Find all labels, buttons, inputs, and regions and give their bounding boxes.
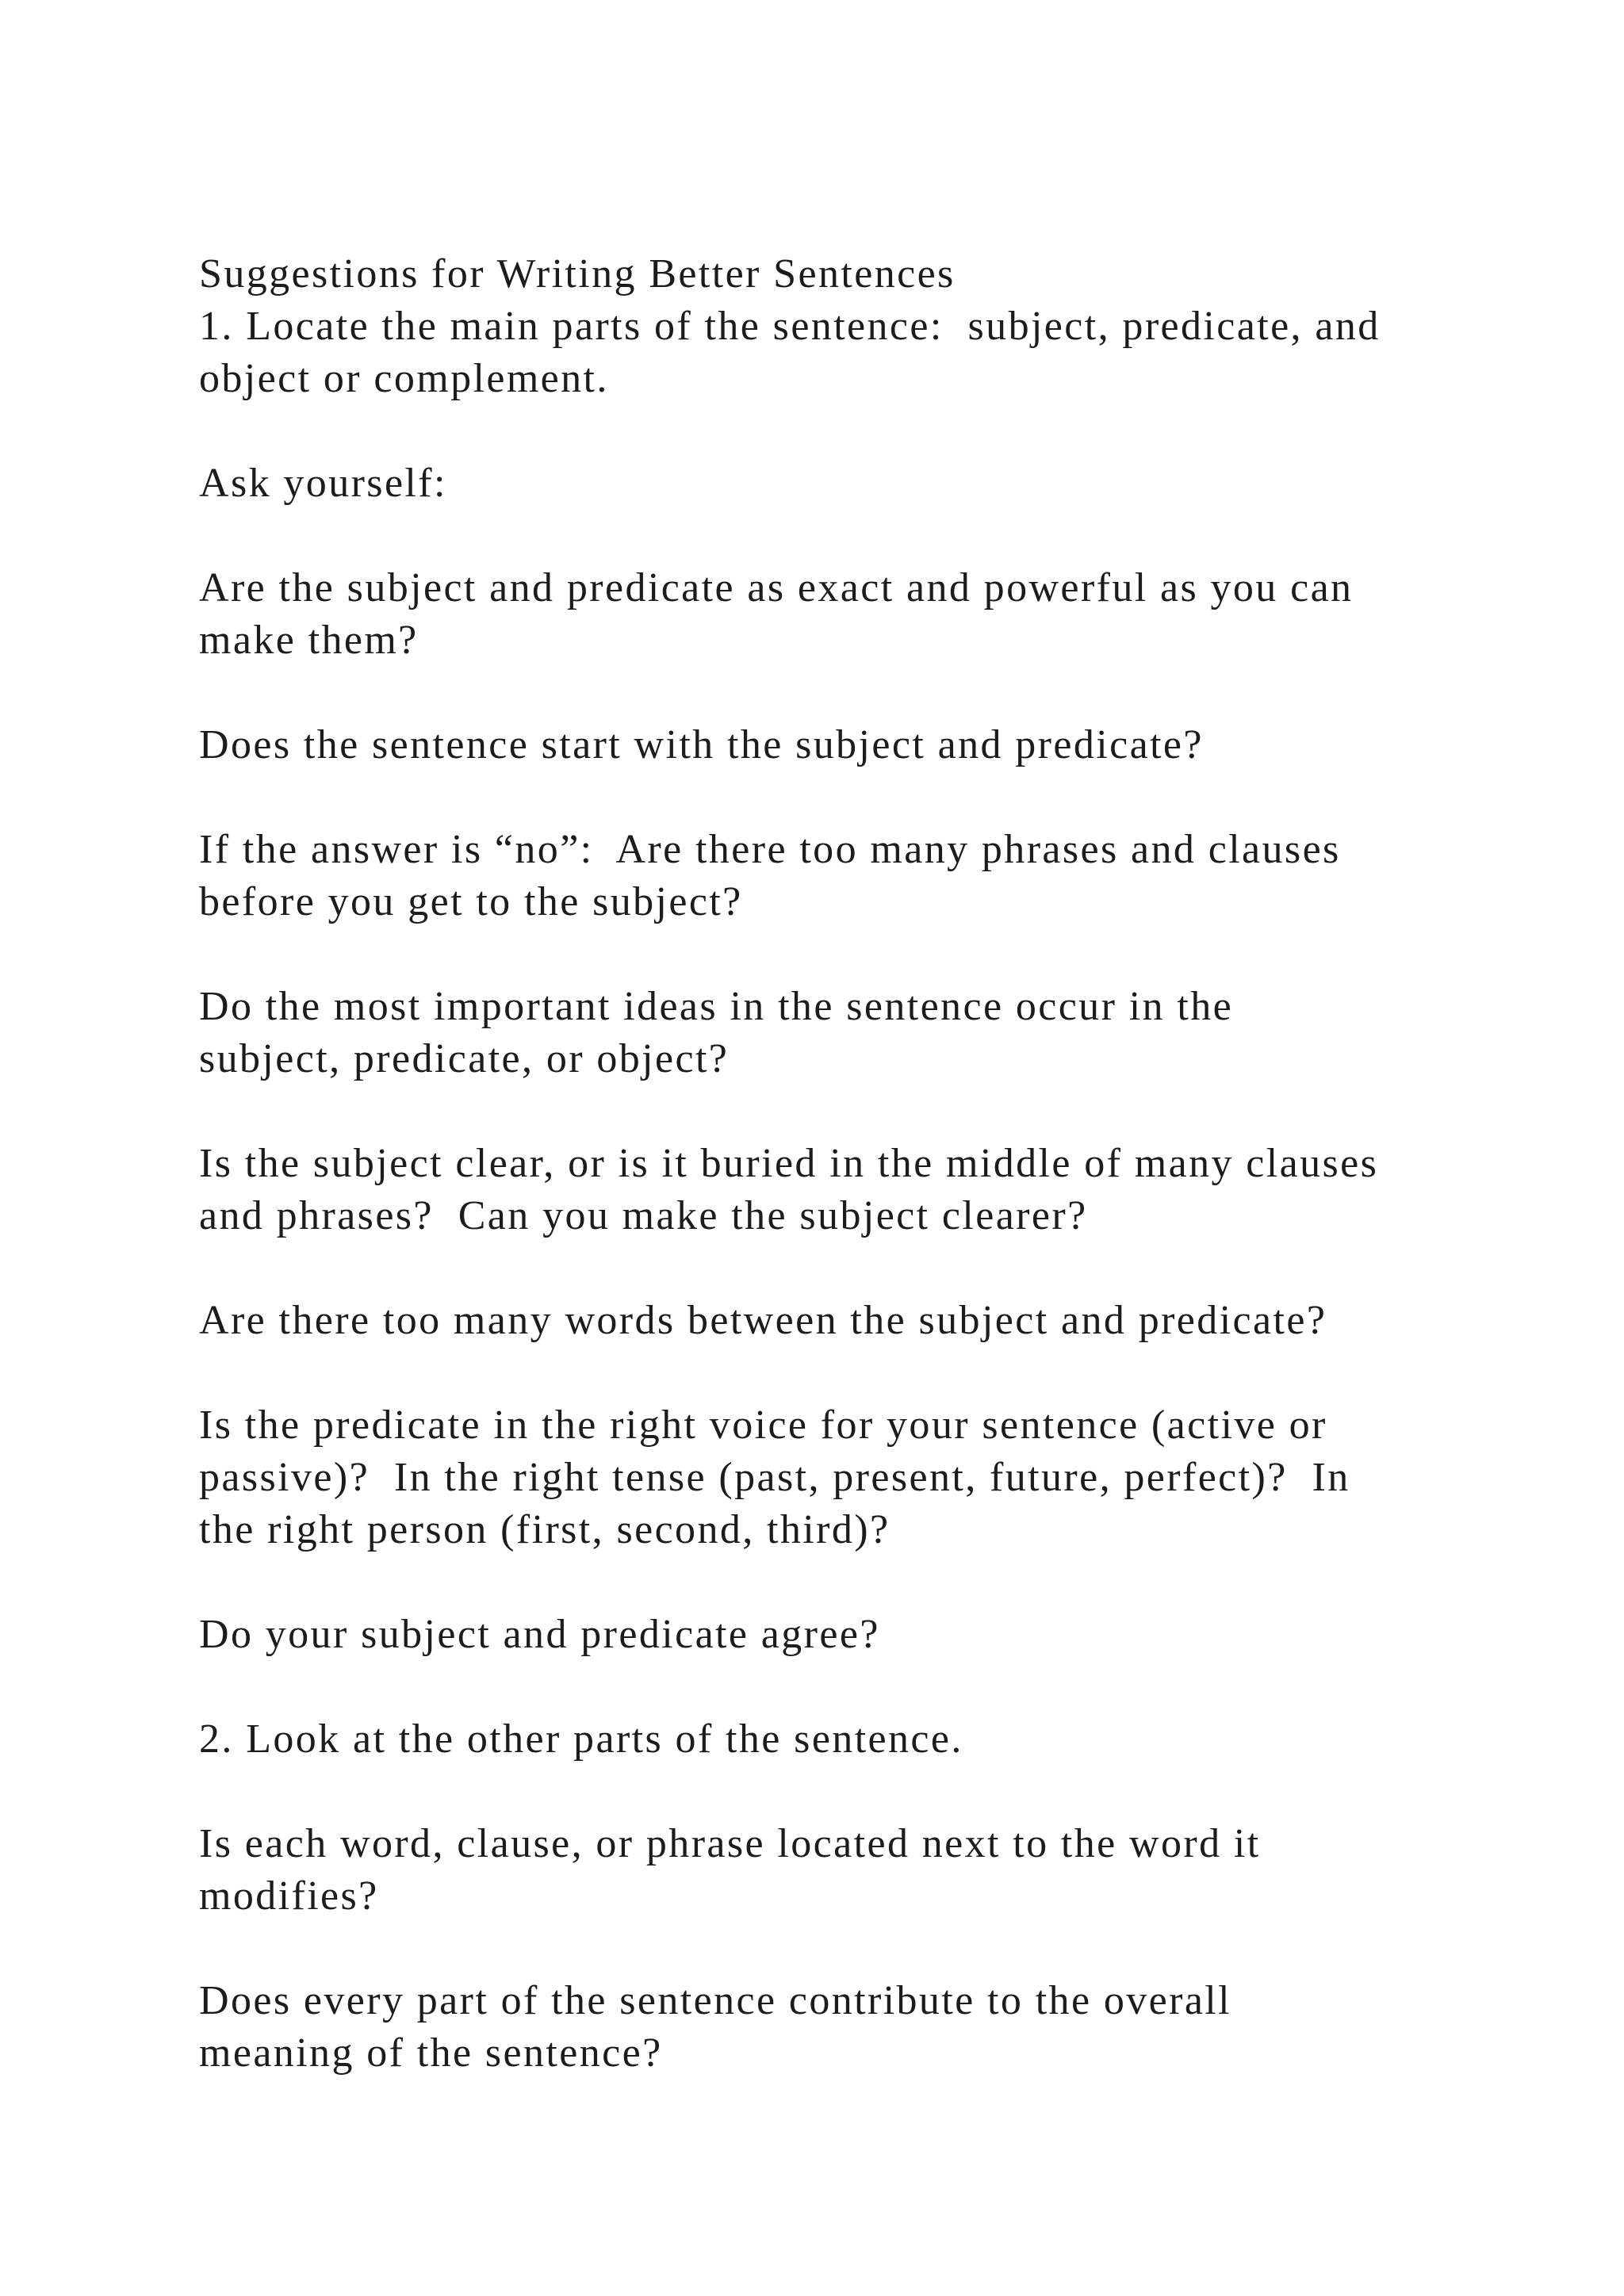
section-1-heading-line-2: object or complement. — [199, 356, 609, 401]
section-2-question-1-line-2: modifies? — [199, 1873, 379, 1919]
question-3-line-2: before you get to the subject? — [199, 879, 743, 924]
document-title: Suggestions for Writing Better Sentences — [199, 251, 956, 297]
question-2: Does the sentence start with the subject and predicate? — [199, 722, 1204, 767]
question-7-line-1: Is the predicate in the right voice for your sentence (active or — [199, 1402, 1327, 1448]
question-5-line-1: Is the subject clear, or is it buried in the middle of many clauses — [199, 1141, 1379, 1186]
section-2-question-2-line-1: Does every part of the sentence contribute to the overall — [199, 1978, 1232, 2023]
section-2-question-1-line-1: Is each word, clause, or phrase located next to the word it — [199, 1821, 1261, 1866]
ask-yourself-prompt: Ask yourself: — [199, 461, 447, 506]
question-6: Are there too many words between the subject and predicate? — [199, 1298, 1327, 1343]
question-3-line-1: If the answer is “no”: Are there too many phrases and clauses — [199, 827, 1341, 872]
section-1-heading-line-1: 1. Locate the main parts of the sentence: subject, predicate, and — [199, 304, 1381, 349]
question-4-line-1: Do the most important ideas in the sentence occur in the — [199, 984, 1234, 1029]
question-8: Do your subject and predicate agree? — [199, 1612, 880, 1657]
question-1-line-1: Are the subject and predicate as exact and powerful as you can — [199, 565, 1354, 610]
question-7-line-3: the right person (first, second, third)? — [199, 1507, 891, 1552]
question-7-line-2: passive)? In the right tense (past, present, future, perfect)? In — [199, 1455, 1350, 1500]
section-2-question-2-line-2: meaning of the sentence? — [199, 2030, 663, 2076]
question-4-line-2: subject, predicate, or object? — [199, 1036, 730, 1081]
question-5-line-2: and phrases? Can you make the subject clearer? — [199, 1193, 1088, 1238]
question-1-line-2: make them? — [199, 618, 419, 663]
section-2-heading: 2. Look at the other parts of the sentence. — [199, 1716, 963, 1762]
